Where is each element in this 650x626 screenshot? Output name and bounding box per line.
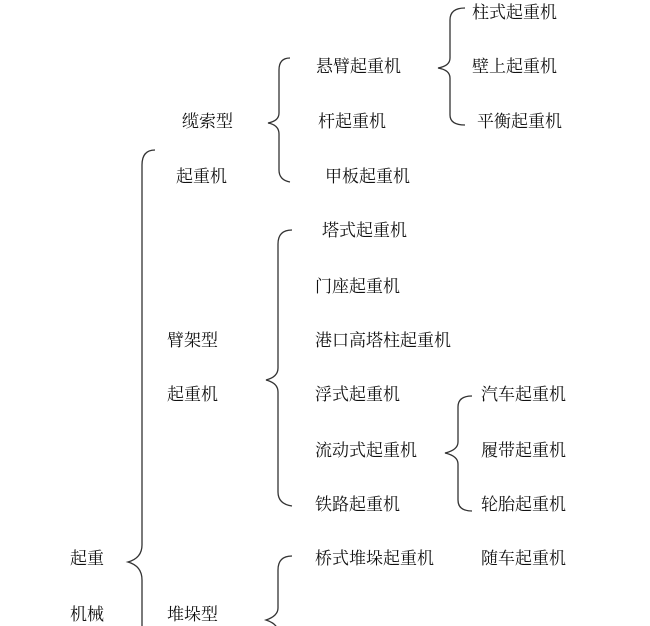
stacking-type-label-line1: 堆垛型 [167, 605, 218, 625]
cantilever-subtype-pillar: 柱式起重机 [472, 3, 557, 23]
cable-item-deck: 甲板起重机 [325, 167, 410, 187]
boom-item-tower: 塔式起重机 [322, 221, 407, 241]
cable-brace [268, 58, 290, 182]
boom-item-port-tower: 港口高塔柱起重机 [315, 331, 451, 351]
boom-item-portal: 门座起重机 [315, 277, 400, 297]
root-brace [128, 150, 155, 626]
boom-item-railway: 铁路起重机 [315, 495, 400, 515]
boom-type-label-line2: 起重机 [167, 385, 218, 405]
stacking-brace [266, 556, 292, 626]
boom-type-label-line1: 臂架型 [167, 331, 218, 351]
cable-type-label-line1: 缆索型 [182, 112, 233, 132]
boom-item-mobile: 流动式起重机 [315, 441, 417, 461]
cantilever-subtype-wall: 壁上起重机 [472, 57, 557, 77]
root-label-line2: 机械 [70, 605, 104, 625]
cantilever-brace [438, 8, 465, 125]
cantilever-subtype-balance: 平衡起重机 [477, 112, 562, 132]
mobile-subtype-vehicle-mounted: 随车起重机 [481, 549, 566, 569]
root-label-line1: 起重 [70, 549, 104, 569]
cable-item-pole: 杆起重机 [318, 112, 386, 132]
mobile-subtype-tire: 轮胎起重机 [481, 495, 566, 515]
mobile-subtype-crawler: 履带起重机 [481, 441, 566, 461]
cable-type-label-line2: 起重机 [176, 167, 227, 187]
boom-brace [266, 230, 292, 506]
boom-item-floating: 浮式起重机 [315, 385, 400, 405]
mobile-brace [445, 396, 472, 511]
stacking-item-bridge: 桥式堆垛起重机 [315, 549, 434, 569]
mobile-subtype-truck: 汽车起重机 [481, 385, 566, 405]
cable-item-cantilever: 悬臂起重机 [316, 57, 401, 77]
